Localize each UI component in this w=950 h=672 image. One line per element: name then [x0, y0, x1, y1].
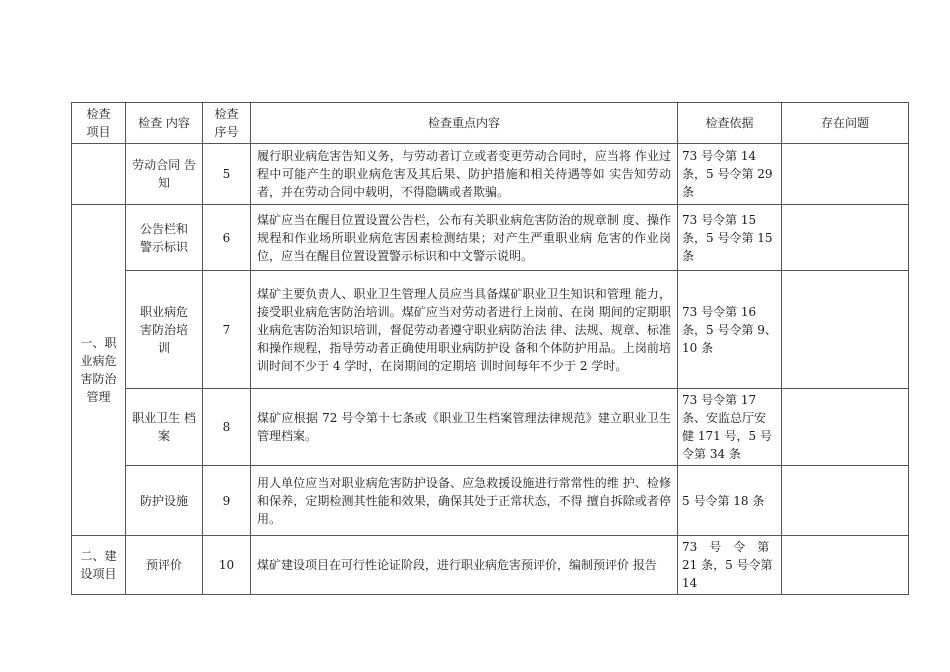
header-category: 检查 项目 — [72, 103, 126, 144]
basis-cell: 73 号 令 第 21 条，5 号令第 14 — [678, 536, 782, 595]
content-cell: 煤矿应当在醒目位置设置公告栏，公布有关职业病危害防治的规章制 度、操作规程和作业场所职业病危害因素检测结果；对产生严重职业病 危害的作业岗位，应当在醒目位置设置警示标识和中文警示说明。 — [251, 205, 678, 271]
basis-cell: 73 号令第 14 条，5 号令第 29 条 — [678, 144, 782, 205]
item-cell: 职业病危 害防治培 训 — [126, 271, 203, 389]
section-construction-project: 二、建 设项目 — [72, 536, 126, 595]
content-cell: 煤矿建设项目在可行性论证阶段，进行职业病危害预评价，编制预评价 报告 — [251, 536, 678, 595]
section-occupational-hazard: 一、职 业病危 害防治 管理 — [72, 205, 126, 536]
item-cell: 职业卫生 档 案 — [126, 389, 203, 466]
header-basis: 检查依据 — [678, 103, 782, 144]
issue-cell[interactable] — [782, 271, 909, 389]
inspection-table — [71, 102, 909, 595]
basis-cell: 5 号令第 18 条 — [678, 466, 782, 536]
item-cell: 预评价 — [126, 536, 203, 595]
sequence-cell: 6 — [203, 205, 251, 271]
issue-cell[interactable] — [782, 205, 909, 271]
header-key-content: 检查重点内容 — [251, 103, 678, 144]
header-sequence: 检查 序号 — [203, 103, 251, 144]
header-issues: 存在问题 — [782, 103, 909, 144]
sequence-cell: 10 — [203, 536, 251, 595]
category-cell-empty — [72, 144, 126, 205]
sequence-cell: 7 — [203, 271, 251, 389]
content-cell: 用人单位应当对职业病危害防护设备、应急救援设施进行常常性的维 护、检修和保养，定期检测其性能和效果，确保其处于正常状态，不得 擅自拆除或者停用。 — [251, 466, 678, 536]
issue-cell[interactable] — [782, 536, 909, 595]
issue-cell[interactable] — [782, 466, 909, 536]
sequence-cell: 9 — [203, 466, 251, 536]
header-row — [72, 103, 909, 144]
header-inspection-content: 检查 内容 — [126, 103, 203, 144]
table-row — [72, 205, 909, 271]
content-cell: 煤矿主要负责人、职业卫生管理人员应当具备煤矿职业卫生知识和管理 能力，接受职业病危害防治培训。煤矿应当对劳动者进行上岗前、在岗 期间的定期职业病危害防治知识培训，督促劳动者遵守职业病防治法 律、法规、规章、标准和操作规程，指导劳动者正确使用职业病防护设 备和个体防护用品。上岗前培训时间不少于 4 学时，在岗期间的定期培 训时间每年不少于 2 学时。 — [251, 271, 678, 389]
content-cell: 履行职业病危害告知义务，与劳动者订立或者变更劳动合同时，应当将 作业过程中可能产生的职业病危害及其后果、防护措施和相关待遇等如 实告知劳动者，并在劳动合同中载明，不得隐瞒或者欺骗。 — [251, 144, 678, 205]
item-cell: 防护设施 — [126, 466, 203, 536]
basis-cell: 73 号令第 16 条，5 号令第 9、10 条 — [678, 271, 782, 389]
table-row — [72, 271, 909, 389]
basis-cell: 73 号令第 17 条、安监总厅安健 171 号，5 号令第 34 条 — [678, 389, 782, 466]
table-row — [72, 466, 909, 536]
issue-cell[interactable] — [782, 389, 909, 466]
table-row — [72, 144, 909, 205]
sequence-cell: 8 — [203, 389, 251, 466]
table-row — [72, 389, 909, 466]
item-cell: 劳动合同 告 知 — [126, 144, 203, 205]
item-cell: 公告栏和 警示标识 — [126, 205, 203, 271]
content-cell: 煤矿应根据 72 号令第十七条或《职业卫生档案管理法律规范》建立职业卫生管理档案。 — [251, 389, 678, 466]
sequence-cell: 5 — [203, 144, 251, 205]
issue-cell[interactable] — [782, 144, 909, 205]
table-row — [72, 536, 909, 595]
basis-cell: 73 号令第 15 条，5 号令第 15 条 — [678, 205, 782, 271]
